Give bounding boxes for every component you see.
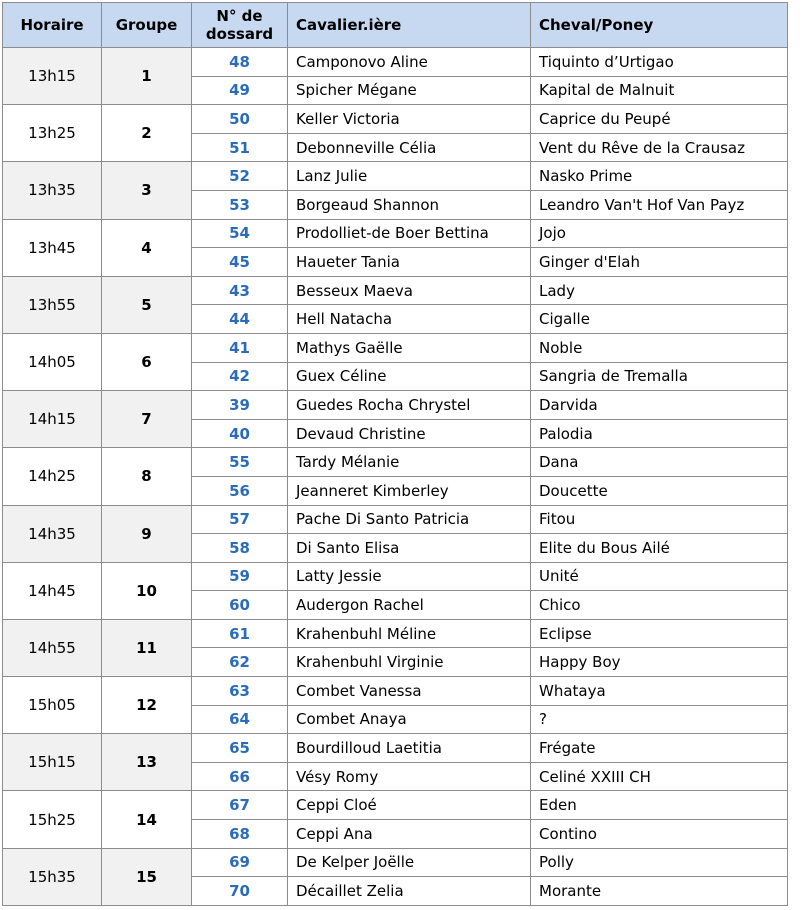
table-body	[3, 48, 788, 906]
bib-cell: 54	[192, 219, 288, 248]
bib-cell: 49	[192, 76, 288, 105]
table-row	[3, 677, 788, 706]
bib-cell: 60	[192, 591, 288, 620]
rider-cell: Tardy Mélanie	[288, 448, 531, 477]
bib-cell: 61	[192, 619, 288, 648]
header-groupe: Groupe	[102, 3, 192, 48]
horse-cell: Jojo	[531, 219, 788, 248]
group-cell: 1	[102, 48, 192, 105]
table-row	[3, 734, 788, 763]
time-cell: 13h55	[3, 276, 102, 333]
bib-cell: 42	[192, 362, 288, 391]
bib-cell: 44	[192, 305, 288, 334]
bib-cell: 50	[192, 105, 288, 134]
time-cell: 13h25	[3, 105, 102, 162]
header-dossard-line1: N° de	[216, 7, 263, 25]
bib-cell: 51	[192, 133, 288, 162]
bib-cell: 41	[192, 333, 288, 362]
header-dossard-line2: dossard	[205, 25, 274, 43]
rider-cell: Besseux Maeva	[288, 276, 531, 305]
time-cell: 14h35	[3, 505, 102, 562]
group-cell: 3	[102, 162, 192, 219]
rider-cell: Décaillet Zelia	[288, 877, 531, 906]
horse-cell: Lady	[531, 276, 788, 305]
rider-cell: Devaud Christine	[288, 419, 531, 448]
bib-cell: 52	[192, 162, 288, 191]
rider-cell: Camponovo Aline	[288, 48, 531, 77]
horse-cell: Eclipse	[531, 619, 788, 648]
bib-cell: 65	[192, 734, 288, 763]
horse-cell: Whataya	[531, 677, 788, 706]
horse-cell: Contino	[531, 820, 788, 849]
horse-cell: Kapital de Malnuit	[531, 76, 788, 105]
horse-cell: Sangria de Tremalla	[531, 362, 788, 391]
group-cell: 8	[102, 448, 192, 505]
time-cell: 14h05	[3, 333, 102, 390]
table-row	[3, 448, 788, 477]
horse-cell: Nasko Prime	[531, 162, 788, 191]
group-cell: 7	[102, 391, 192, 448]
bib-cell: 56	[192, 476, 288, 505]
time-cell: 14h15	[3, 391, 102, 448]
horse-cell: Darvida	[531, 391, 788, 420]
group-cell: 15	[102, 848, 192, 905]
rider-cell: Guedes Rocha Chrystel	[288, 391, 531, 420]
bib-cell: 63	[192, 677, 288, 706]
bib-cell: 39	[192, 391, 288, 420]
rider-cell: Di Santo Elisa	[288, 534, 531, 563]
time-cell: 13h15	[3, 48, 102, 105]
header-horaire: Horaire	[3, 3, 102, 48]
group-cell: 14	[102, 791, 192, 848]
bib-cell: 45	[192, 248, 288, 277]
rider-cell: Krahenbuhl Virginie	[288, 648, 531, 677]
horse-cell: Celiné XXIII CH	[531, 762, 788, 791]
bib-cell: 69	[192, 848, 288, 877]
rider-cell: De Kelper Joëlle	[288, 848, 531, 877]
time-cell: 15h05	[3, 677, 102, 734]
time-cell: 14h25	[3, 448, 102, 505]
bib-cell: 70	[192, 877, 288, 906]
horse-cell: Morante	[531, 877, 788, 906]
horse-cell: Palodia	[531, 419, 788, 448]
bib-cell: 66	[192, 762, 288, 791]
table-row	[3, 219, 788, 248]
bib-cell: 59	[192, 562, 288, 591]
group-cell: 5	[102, 276, 192, 333]
time-cell: 15h25	[3, 791, 102, 848]
group-cell: 11	[102, 619, 192, 676]
table-row	[3, 162, 788, 191]
bib-cell: 48	[192, 48, 288, 77]
rider-cell: Keller Victoria	[288, 105, 531, 134]
horse-cell: Polly	[531, 848, 788, 877]
time-cell: 13h35	[3, 162, 102, 219]
horse-cell: Caprice du Peupé	[531, 105, 788, 134]
horse-cell: Unité	[531, 562, 788, 591]
rider-cell: Vésy Romy	[288, 762, 531, 791]
rider-cell: Borgeaud Shannon	[288, 190, 531, 219]
rider-cell: Ceppi Ana	[288, 820, 531, 849]
group-cell: 10	[102, 562, 192, 619]
horse-cell: Fitou	[531, 505, 788, 534]
rider-cell: Spicher Mégane	[288, 76, 531, 105]
table-row	[3, 276, 788, 305]
group-cell: 9	[102, 505, 192, 562]
bib-cell: 62	[192, 648, 288, 677]
rider-cell: Krahenbuhl Méline	[288, 619, 531, 648]
time-cell: 14h55	[3, 619, 102, 676]
horse-cell: Chico	[531, 591, 788, 620]
table-row	[3, 333, 788, 362]
time-cell: 15h35	[3, 848, 102, 905]
horse-cell: Happy Boy	[531, 648, 788, 677]
horse-cell: Eden	[531, 791, 788, 820]
rider-cell: Prodolliet-de Boer Bettina	[288, 219, 531, 248]
bib-cell: 40	[192, 419, 288, 448]
table-row	[3, 791, 788, 820]
rider-cell: Debonneville Célia	[288, 133, 531, 162]
rider-cell: Guex Céline	[288, 362, 531, 391]
table-row	[3, 562, 788, 591]
bib-cell: 57	[192, 505, 288, 534]
bib-cell: 43	[192, 276, 288, 305]
horse-cell: Frégate	[531, 734, 788, 763]
horse-cell: Dana	[531, 448, 788, 477]
rider-cell: Hell Natacha	[288, 305, 531, 334]
rider-cell: Lanz Julie	[288, 162, 531, 191]
horse-cell: Vent du Rêve de la Crausaz	[531, 133, 788, 162]
bib-cell: 68	[192, 820, 288, 849]
rider-cell: Combet Anaya	[288, 705, 531, 734]
table-row	[3, 619, 788, 648]
table-row	[3, 48, 788, 77]
rider-cell: Haueter Tania	[288, 248, 531, 277]
header-cheval: Cheval/Poney	[531, 3, 788, 48]
bib-cell: 55	[192, 448, 288, 477]
header-row	[3, 3, 788, 48]
rider-cell: Pache Di Santo Patricia	[288, 505, 531, 534]
group-cell: 6	[102, 333, 192, 390]
horse-cell: Elite du Bous Ailé	[531, 534, 788, 563]
horse-cell: Ginger d'Elah	[531, 248, 788, 277]
horse-cell: Tiquinto d’Urtigao	[531, 48, 788, 77]
group-cell: 12	[102, 677, 192, 734]
time-cell: 15h15	[3, 734, 102, 791]
header-cavalier: Cavalier.ière	[288, 3, 531, 48]
time-cell: 13h45	[3, 219, 102, 276]
group-cell: 13	[102, 734, 192, 791]
table-row	[3, 391, 788, 420]
table-row	[3, 848, 788, 877]
bib-cell: 67	[192, 791, 288, 820]
bib-cell: 58	[192, 534, 288, 563]
rider-cell: Audergon Rachel	[288, 591, 531, 620]
header-dossard	[192, 3, 288, 48]
rider-cell: Ceppi Cloé	[288, 791, 531, 820]
horse-cell: Doucette	[531, 476, 788, 505]
table-row	[3, 105, 788, 134]
time-cell: 14h45	[3, 562, 102, 619]
rider-cell: Mathys Gaëlle	[288, 333, 531, 362]
group-cell: 4	[102, 219, 192, 276]
bib-cell: 53	[192, 190, 288, 219]
rider-cell: Jeanneret Kimberley	[288, 476, 531, 505]
start-list-table	[2, 2, 788, 906]
horse-cell: ?	[531, 705, 788, 734]
horse-cell: Cigalle	[531, 305, 788, 334]
horse-cell: Noble	[531, 333, 788, 362]
table-row	[3, 505, 788, 534]
horse-cell: Leandro Van't Hof Van Payz	[531, 190, 788, 219]
rider-cell: Bourdilloud Laetitia	[288, 734, 531, 763]
rider-cell: Latty Jessie	[288, 562, 531, 591]
group-cell: 2	[102, 105, 192, 162]
rider-cell: Combet Vanessa	[288, 677, 531, 706]
bib-cell: 64	[192, 705, 288, 734]
